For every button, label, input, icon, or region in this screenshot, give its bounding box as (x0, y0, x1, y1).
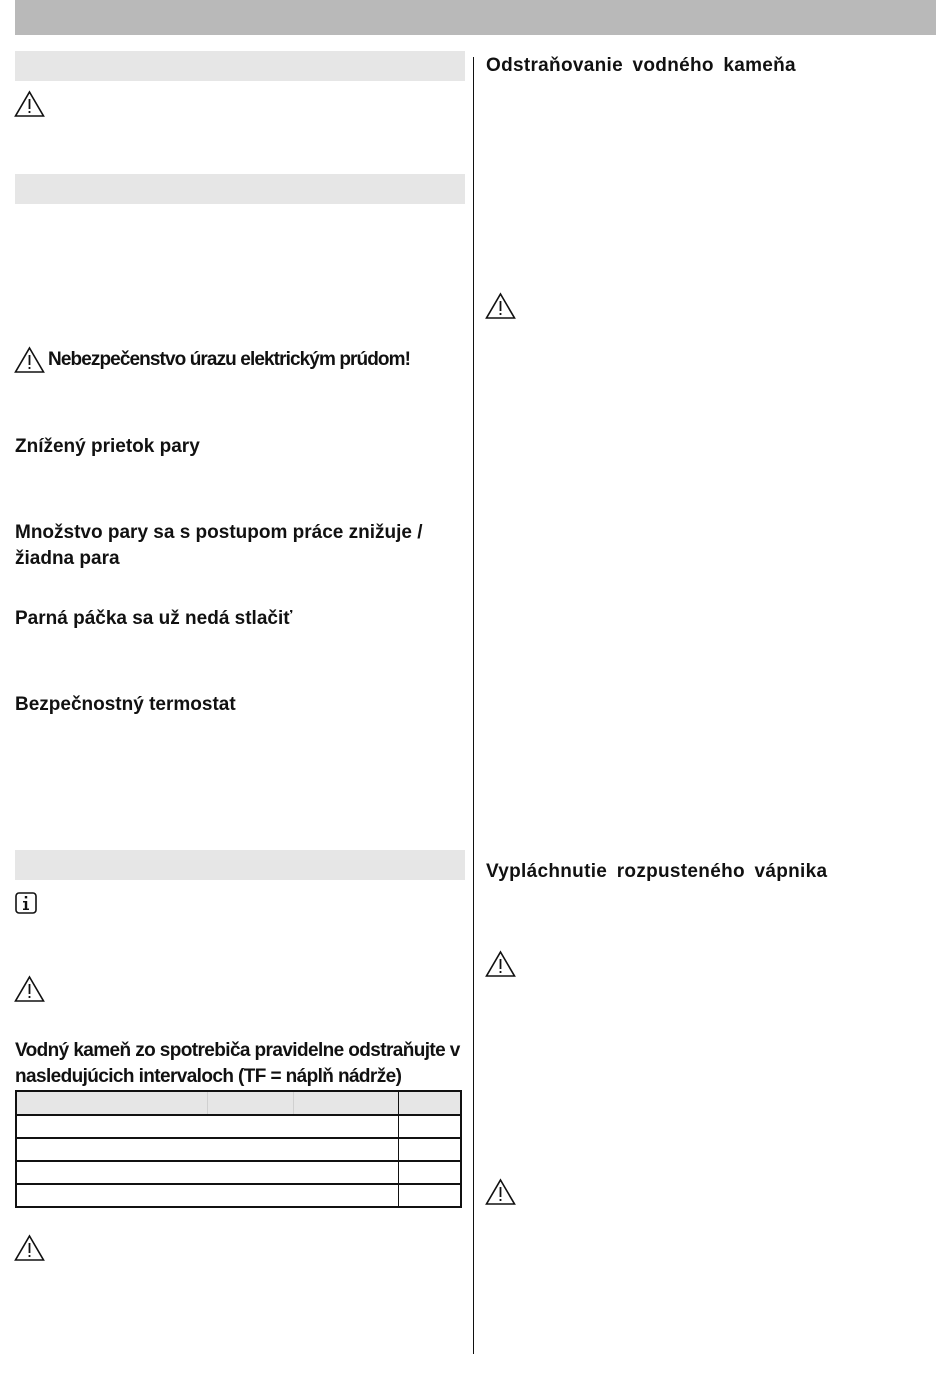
heading-reduced-flow: Znížený prietok pary (15, 436, 200, 457)
warning-triangle-icon (14, 346, 45, 374)
heading-descaling-intervals: Vodný kameň zo spotrebiča pravidelne odstraňujte v nasledujúcich intervaloch (TF = náplň nádrže) (15, 1040, 460, 1087)
top-header-bar (15, 0, 936, 35)
warning-triangle-icon (14, 975, 45, 1003)
warning-triangle-icon (14, 90, 45, 118)
table-header-cell (294, 1091, 399, 1115)
section-bar-1 (15, 51, 465, 81)
table-cell (16, 1184, 398, 1207)
table-cell (16, 1138, 398, 1161)
table-cell (398, 1115, 461, 1138)
electric-warning (14, 346, 469, 374)
table-header-row (16, 1091, 461, 1115)
table-cell (398, 1161, 461, 1184)
table-cell (16, 1115, 398, 1138)
table-row (16, 1161, 461, 1184)
warning-triangle-icon (14, 1234, 45, 1262)
descaling-interval-table (15, 1090, 462, 1208)
info-icon (15, 892, 37, 914)
column-divider (473, 57, 474, 1354)
electric-warning-text: Nebezpečenstvo úrazu elektrickým prúdom! (48, 349, 411, 370)
section-bar-2 (15, 174, 465, 204)
table-header-cell (207, 1091, 294, 1115)
section-bar-3 (15, 850, 465, 880)
table-header-cell (398, 1091, 461, 1115)
heading-steam-decreasing: Množstvo pary sa s postupom práce znižuje / žiadna para (15, 522, 423, 569)
warning-triangle-icon (485, 292, 516, 320)
table-header-cell (16, 1091, 207, 1115)
table-cell (398, 1184, 461, 1207)
table-row (16, 1115, 461, 1138)
table-cell (16, 1161, 398, 1184)
warning-triangle-icon (485, 950, 516, 978)
table-row (16, 1184, 461, 1207)
table-cell (398, 1138, 461, 1161)
heading-descaling: Odstraňovanie vodného kameňa (486, 55, 796, 76)
heading-thermostat: Bezpečnostný termostat (15, 694, 236, 715)
heading-lever: Parná páčka sa už nedá stlačiť (15, 608, 293, 629)
heading-rinse: Vypláchnutie rozpusteného vápnika (486, 861, 828, 882)
table-row (16, 1138, 461, 1161)
warning-triangle-icon (485, 1178, 516, 1206)
